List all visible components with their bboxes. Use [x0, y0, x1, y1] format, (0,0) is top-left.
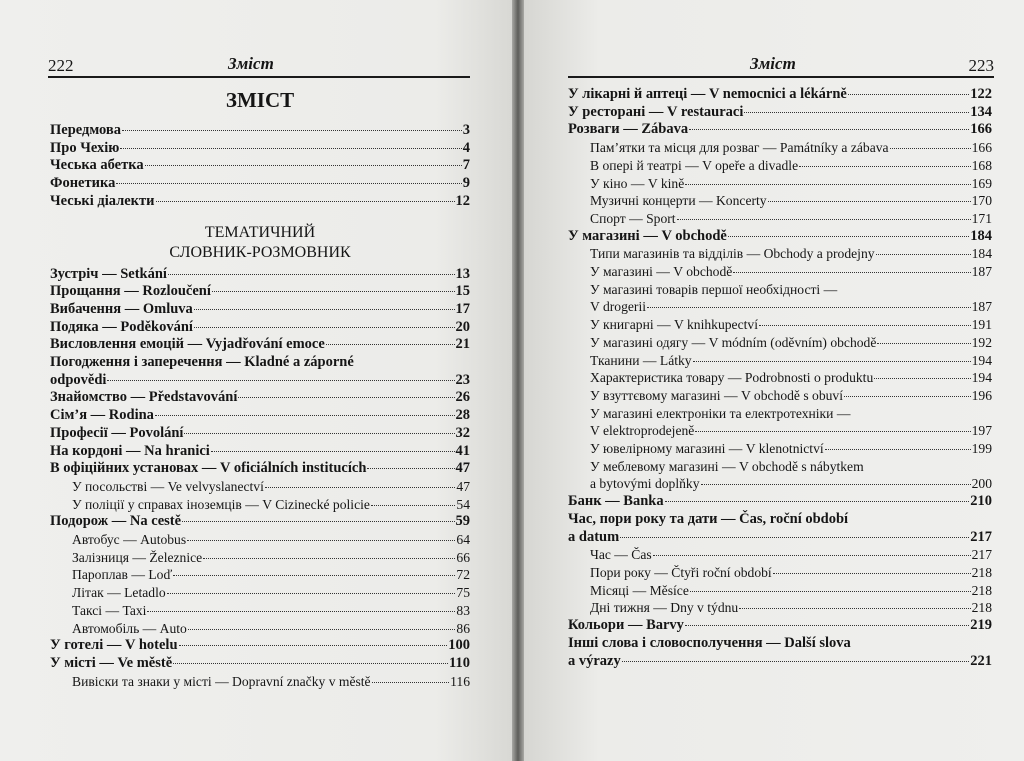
book-gutter — [512, 0, 524, 761]
toc-entry-title: Професії — Povolání — [50, 424, 184, 441]
toc-entry-title: Передмова — [50, 122, 122, 138]
toc-entry-title: У готелі — V hotelu — [50, 637, 178, 654]
dot-leader — [173, 575, 455, 576]
toc-entry[interactable] — [568, 387, 992, 405]
toc-entry[interactable] — [50, 620, 470, 638]
toc-entry-page: 12 — [455, 192, 470, 209]
toc-entry-title: Банк — Banka — [568, 493, 664, 510]
toc-entry-page: 75 — [456, 585, 470, 601]
toc-entry[interactable] — [568, 104, 992, 122]
toc-entry-title: На кордоні — Na hranici — [50, 442, 210, 459]
toc-subheading: ТЕМАТИЧНИЙ — [204, 223, 316, 241]
page-number: 223 — [968, 56, 994, 75]
toc-entry[interactable] — [568, 175, 992, 193]
toc-entry[interactable] — [568, 529, 992, 547]
toc-entry[interactable] — [568, 263, 992, 281]
toc-heading: ЗМІСТ — [225, 88, 295, 112]
toc-entry-page: 166 — [971, 140, 992, 156]
toc-entry-title: Прощання — Rozloučení — [50, 283, 211, 300]
toc-entry[interactable] — [568, 617, 992, 635]
toc-entry-title: У лікарні й аптеці — V nemocnici a lékárně — [568, 86, 847, 102]
table-of-contents-right — [568, 86, 992, 670]
dot-leader — [693, 361, 971, 362]
toc-entry-wrapped-line[interactable]: Погодження і заперечення — Kladné a záporné — [50, 354, 354, 371]
toc-entry-page: 194 — [971, 370, 992, 386]
toc-entry-page: 72 — [456, 567, 470, 583]
toc-entry[interactable] — [568, 546, 992, 564]
toc-entry-title: Зустріч — Setkání — [50, 265, 167, 282]
running-title: Зміст — [750, 54, 796, 73]
dot-leader — [168, 274, 455, 275]
dot-leader — [874, 378, 970, 379]
toc-entry[interactable] — [50, 336, 470, 354]
dot-leader — [211, 451, 455, 452]
toc-entry[interactable] — [50, 673, 470, 691]
toc-entry-wrapped-line[interactable]: Інші слова і словосполучення — Další slova — [568, 634, 851, 651]
toc-entry[interactable] — [568, 422, 992, 440]
dot-leader — [212, 291, 455, 292]
toc-entry-page: 218 — [971, 582, 992, 598]
dot-leader — [690, 591, 971, 592]
dot-leader — [265, 487, 456, 488]
toc-entry[interactable] — [568, 653, 992, 671]
toc-entry-page: 20 — [455, 318, 470, 335]
toc-section — [50, 266, 470, 355]
toc-entry-page: 13 — [455, 265, 470, 282]
toc-entry[interactable] — [50, 425, 470, 443]
toc-entry[interactable] — [50, 193, 470, 211]
toc-entry-page: 15 — [455, 283, 470, 300]
toc-entry-page: 32 — [455, 424, 470, 441]
dot-leader — [689, 129, 969, 130]
dot-leader — [238, 397, 454, 398]
toc-entry-title: Дні тижня — Dny v týdnu — [590, 600, 739, 616]
dot-leader — [116, 183, 461, 184]
toc-entry[interactable] — [568, 493, 992, 511]
toc-entry-page: 59 — [455, 513, 470, 530]
dot-leader — [685, 184, 970, 185]
toc-entry[interactable] — [50, 301, 470, 319]
dot-leader — [677, 219, 971, 220]
toc-entry[interactable] — [50, 584, 470, 602]
toc-entry-title: У поліції у справах іноземців — V Cizinecké policie — [72, 496, 370, 512]
dot-leader — [194, 309, 455, 310]
toc-entry-page: 169 — [971, 175, 992, 191]
toc-entry[interactable] — [50, 443, 470, 461]
dot-leader — [701, 484, 971, 485]
toc-entry[interactable] — [568, 369, 992, 387]
toc-entry[interactable] — [568, 564, 992, 582]
toc-entry-page: 187 — [971, 264, 992, 280]
toc-entry-title: У магазині — V obchodě — [590, 264, 733, 280]
dot-leader — [825, 449, 971, 450]
toc-entry-page: 116 — [450, 673, 470, 689]
toc-entry[interactable] — [568, 334, 992, 352]
toc-entry-title: Характеристика товару — Podrobnosti o produktu — [590, 370, 874, 386]
dot-leader — [187, 540, 455, 541]
toc-entry-title: Фонетика — [50, 175, 116, 192]
toc-entry-title: Час — Čas — [590, 547, 652, 563]
toc-entry[interactable] — [50, 602, 470, 620]
toc-entry-title: Тканини — Látky — [590, 352, 692, 368]
toc-entry-title: Автобус — Autobus — [72, 532, 187, 548]
toc-entry-title: У ресторані — V restauraci — [568, 103, 744, 120]
toc-entry[interactable] — [50, 283, 470, 301]
toc-entry-title: У ювелірному магазині — V klenotnictví — [590, 441, 824, 457]
toc-front-matter — [50, 122, 470, 211]
toc-entry-title: a bytovými doplňky — [590, 476, 700, 492]
dot-leader — [799, 166, 971, 167]
toc-entry-title: У місті — Ve městě — [50, 654, 173, 671]
toc-section — [568, 86, 992, 281]
dot-leader — [147, 611, 455, 612]
toc-entry-page: 23 — [455, 371, 470, 388]
dot-leader — [622, 661, 970, 662]
dot-leader — [120, 148, 461, 149]
dot-leader — [890, 148, 971, 149]
toc-entry-title: Типи магазинів та відділів — Obchody a prodejny — [590, 246, 875, 262]
toc-entry-title: В опері й театрі — V opeře a divadle — [590, 157, 799, 173]
toc-entry-page: 134 — [970, 103, 992, 120]
toc-section — [568, 546, 992, 617]
dot-leader — [326, 344, 455, 345]
table-of-contents-left — [50, 86, 470, 690]
dot-leader — [620, 537, 969, 538]
toc-entry[interactable] — [50, 122, 470, 140]
toc-entry-page: 168 — [971, 157, 992, 173]
toc-entry-page: 41 — [455, 442, 470, 459]
toc-entry[interactable] — [568, 210, 992, 228]
page-number: 222 — [48, 56, 74, 75]
toc-entry-title: Пароплав — Loď — [72, 567, 173, 583]
dot-leader — [773, 573, 971, 574]
toc-entry-title: У посольстві — Ve velvyslanectví — [72, 478, 264, 494]
toc-entry[interactable] — [50, 513, 470, 531]
toc-entry-page: 221 — [970, 652, 992, 669]
dot-leader — [367, 468, 454, 469]
dot-leader — [744, 112, 969, 113]
toc-entry-page: 47 — [455, 460, 470, 477]
dot-leader — [848, 94, 969, 95]
toc-entry-page: 64 — [456, 532, 470, 548]
dot-leader — [188, 629, 456, 630]
toc-entry-page: 7 — [462, 157, 470, 174]
dot-leader — [685, 625, 969, 626]
toc-entry[interactable] — [50, 266, 470, 284]
dot-leader — [759, 325, 971, 326]
dot-leader — [733, 272, 970, 273]
left-page-header — [48, 52, 470, 78]
dot-leader — [179, 645, 448, 646]
toc-entry-title: Кольори — Barvy — [568, 617, 684, 634]
toc-entry[interactable] — [568, 298, 992, 316]
toc-entry-page: 54 — [456, 496, 470, 512]
toc-entry-title: Залізниця — Železnice — [72, 549, 203, 565]
toc-entry[interactable] — [568, 86, 992, 104]
toc-entry[interactable] — [50, 566, 470, 584]
toc-entry-title: Знайомство — Představování — [50, 389, 238, 406]
toc-entry[interactable] — [50, 175, 470, 193]
toc-entry-page: 218 — [971, 600, 992, 616]
toc-entry-page: 170 — [971, 193, 992, 209]
toc-entry-wrapped-line[interactable]: У меблевому магазині — V obchodě s nábytkem — [590, 458, 864, 474]
toc-entry-page: 66 — [456, 549, 470, 565]
toc-entry-page: 196 — [971, 387, 992, 403]
toc-entry-title: Вибачення — Omluva — [50, 300, 193, 317]
toc-entry-page: 47 — [456, 478, 470, 494]
toc-entry[interactable] — [50, 140, 470, 158]
toc-entry-page: 200 — [971, 476, 992, 492]
dot-leader — [156, 201, 455, 202]
toc-entry-page: 191 — [971, 317, 992, 333]
dot-leader — [739, 608, 970, 609]
toc-entry-title: Сім’я — Rodina — [50, 407, 154, 424]
toc-entry-title: Розваги — Zábava — [568, 121, 689, 138]
toc-subheading: СЛОВНИК-РОЗМОВНИК — [169, 243, 351, 261]
toc-entry-wrapped-line[interactable]: У магазині електроніки та електротехніки — — [590, 405, 851, 421]
dot-leader — [155, 415, 455, 416]
dot-leader — [844, 396, 971, 397]
dot-leader — [877, 343, 970, 344]
dot-leader — [203, 558, 455, 559]
dot-leader — [194, 327, 455, 328]
toc-entry-title: a výrazy — [568, 652, 621, 669]
dot-leader — [665, 501, 970, 502]
toc-entry[interactable] — [568, 582, 992, 600]
toc-entry-page: 83 — [456, 602, 470, 618]
toc-entry-title: Пам’ятки та місця для розваг — Památníky a zábava — [590, 140, 889, 156]
toc-entry-page: 219 — [970, 617, 992, 634]
toc-entry-title: V drogerii — [590, 299, 647, 315]
toc-entry[interactable] — [50, 460, 470, 478]
toc-entry-title: odpovědi — [50, 371, 107, 388]
toc-entry[interactable] — [50, 549, 470, 567]
toc-entry[interactable] — [568, 139, 992, 157]
dot-leader — [695, 431, 970, 432]
toc-entry-title: Автомобіль — Auto — [72, 620, 187, 636]
toc-entry[interactable] — [50, 531, 470, 549]
toc-entry[interactable] — [50, 407, 470, 425]
toc-entry[interactable] — [568, 599, 992, 617]
toc-entry[interactable] — [568, 440, 992, 458]
dot-leader — [182, 521, 454, 522]
toc-entry[interactable] — [568, 157, 992, 175]
toc-entry-wrapped-line[interactable]: У магазині товарів першої необхідності — — [590, 281, 838, 297]
toc-section — [568, 316, 992, 405]
toc-entry-page: 187 — [971, 299, 992, 315]
toc-entry-page: 166 — [970, 121, 992, 138]
running-title: Зміст — [228, 54, 274, 73]
toc-entry[interactable] — [50, 478, 470, 496]
toc-entry[interactable] — [568, 316, 992, 334]
toc-entry-page: 21 — [455, 336, 470, 353]
toc-entry-page: 217 — [970, 528, 992, 545]
dot-leader — [728, 236, 969, 237]
toc-entry-title: Спорт — Sport — [590, 210, 676, 226]
dot-leader — [122, 130, 462, 131]
toc-entry[interactable] — [50, 319, 470, 337]
toc-entry-page: 9 — [462, 175, 470, 192]
dot-leader — [145, 165, 462, 166]
toc-entry-title: Чеська абетка — [50, 157, 144, 174]
dot-leader — [167, 593, 456, 594]
toc-entry-page: 217 — [971, 547, 992, 563]
toc-entry-title: У магазині — V obchodě — [568, 227, 727, 244]
toc-entry-title: У книгарні — V knihkupectví — [590, 317, 758, 333]
toc-entry-title: Висловлення емоцій — Vyjadřování emoce — [50, 336, 325, 353]
toc-entry[interactable] — [568, 475, 992, 493]
toc-entry-title: У магазині одягу — V módním (oděvním) obchodě — [590, 334, 877, 350]
dot-leader — [653, 555, 971, 556]
dot-leader — [184, 433, 454, 434]
toc-entry[interactable] — [568, 245, 992, 263]
toc-entry-title: Чеські діалекти — [50, 192, 155, 209]
toc-entry-page: 171 — [971, 210, 992, 226]
toc-section — [50, 389, 470, 690]
toc-entry-page: 100 — [448, 637, 470, 654]
toc-entry[interactable] — [50, 372, 470, 390]
toc-entry[interactable] — [50, 157, 470, 175]
toc-entry[interactable] — [568, 228, 992, 246]
toc-entry-page: 28 — [455, 407, 470, 424]
toc-entry-title: Пори року — Čtyři roční období — [590, 564, 772, 580]
toc-entry-title: У кіно — V kině — [590, 175, 685, 191]
toc-entry[interactable] — [50, 389, 470, 407]
toc-entry-page: 122 — [970, 86, 992, 102]
dot-leader — [768, 201, 971, 202]
toc-entry-page: 17 — [455, 300, 470, 317]
toc-entry[interactable] — [50, 637, 470, 655]
right-page-header — [568, 52, 994, 78]
toc-entry-title: Подяка — Poděkování — [50, 318, 193, 335]
toc-entry-page: 218 — [971, 564, 992, 580]
toc-entry-title: Місяці — Měsíce — [590, 582, 689, 598]
dot-leader — [876, 254, 971, 255]
toc-entry-title: V elektroprodejeně — [590, 423, 695, 439]
dot-leader — [647, 307, 971, 308]
toc-entry-title: Таксі — Taxi — [72, 602, 147, 618]
toc-entry-page: 210 — [970, 493, 992, 510]
toc-entry[interactable] — [568, 192, 992, 210]
toc-entry-page: 197 — [971, 423, 992, 439]
toc-entry-page: 4 — [462, 139, 470, 156]
toc-entry-title: Літак — Letadlo — [72, 585, 166, 601]
toc-entry-page: 3 — [462, 122, 470, 138]
right-page — [524, 0, 1024, 761]
toc-entry-title: Вивіски та знаки у місті — Dopravní značky v městě — [72, 673, 371, 689]
dot-leader — [107, 380, 454, 381]
toc-entry[interactable] — [50, 496, 470, 514]
toc-entry-wrapped-line[interactable]: Час, пори року та дати — Čas, roční období — [568, 510, 849, 527]
toc-entry-page: 199 — [971, 441, 992, 457]
toc-entry-page: 110 — [449, 654, 470, 671]
toc-entry-page: 184 — [970, 227, 992, 244]
toc-entry-page: 184 — [971, 246, 992, 262]
toc-entry-page: 192 — [971, 334, 992, 350]
toc-entry-title: У взуттєвому магазині — V obchodě s obuví — [590, 387, 844, 403]
toc-entry-title: Про Чехію — [50, 139, 120, 156]
toc-entry-page: 194 — [971, 352, 992, 368]
toc-entry[interactable] — [50, 655, 470, 673]
toc-entry-page: 26 — [455, 389, 470, 406]
dot-leader — [173, 663, 448, 664]
toc-entry-title: Музичні концерти — Koncerty — [590, 193, 767, 209]
toc-entry[interactable] — [568, 352, 992, 370]
toc-entry-title: Подорож — Na cestě — [50, 513, 182, 530]
toc-entry-title: a datum — [568, 528, 620, 545]
dot-leader — [371, 505, 455, 506]
toc-entry[interactable] — [568, 121, 992, 139]
toc-entry-title: В офіційних установах — V oficiálních institucích — [50, 460, 367, 477]
toc-entry-page: 86 — [456, 620, 470, 636]
dot-leader — [372, 682, 450, 683]
